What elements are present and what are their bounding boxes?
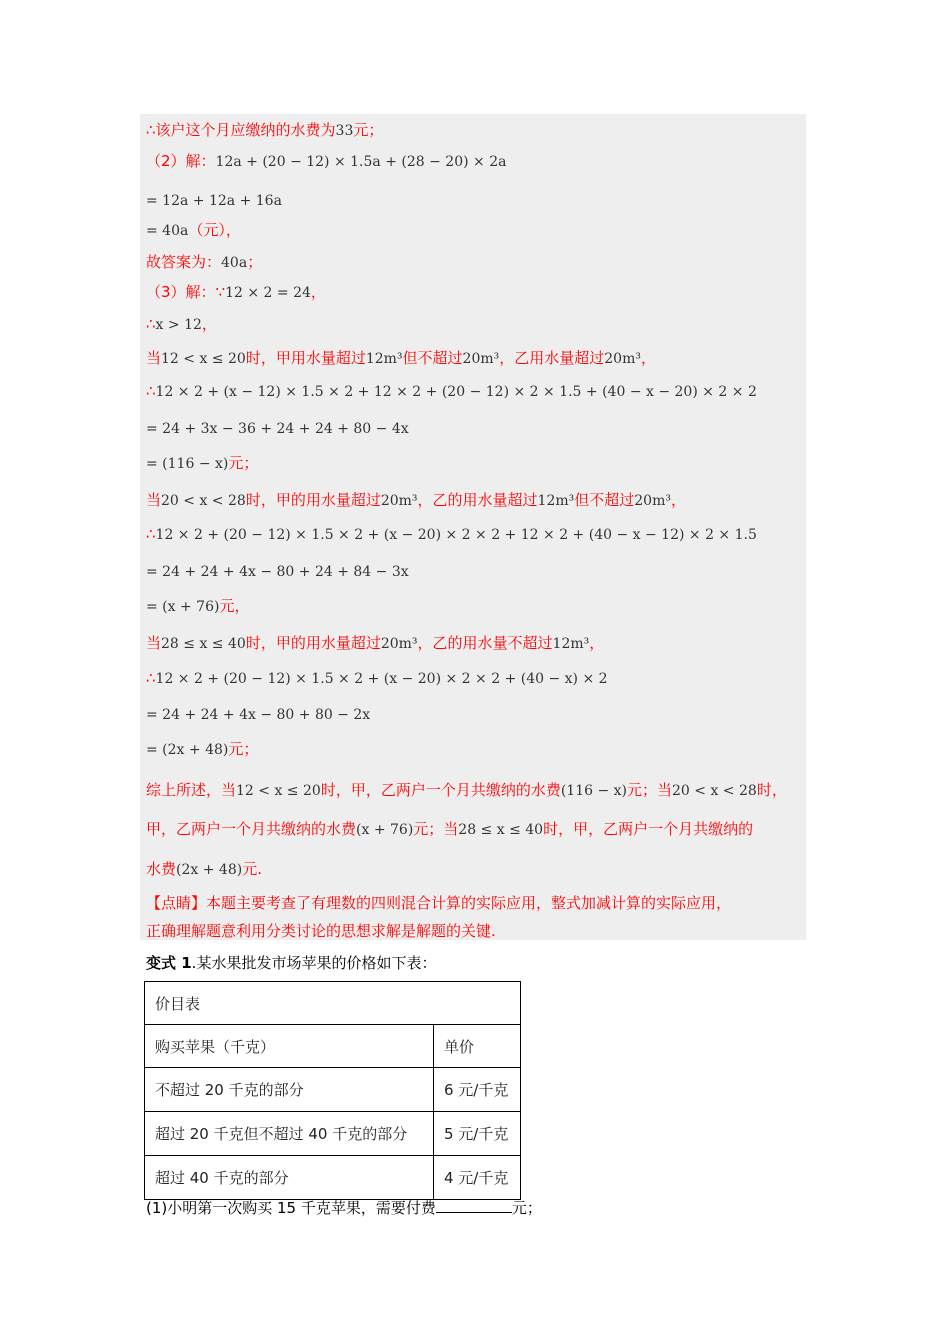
math-expression: 20m³: [604, 351, 641, 367]
solution-text: （元），: [188, 221, 241, 239]
solution-line: [146, 739, 258, 760]
solution-line: [146, 893, 731, 913]
math-expression: = (x + 76): [146, 599, 220, 615]
solution-text: ∴: [146, 525, 156, 543]
table-caption: 价目表: [145, 982, 521, 1025]
solution-line: [146, 453, 258, 474]
math-expression: 28 ≤ x ≤ 40: [161, 636, 246, 652]
math-expression: (2x + 48): [176, 862, 243, 878]
solution-text: 当: [146, 349, 162, 367]
solution-text: ，: [640, 349, 656, 367]
table-row: [145, 1112, 521, 1156]
solution-text: 【点睛】本题主要考查了有理数的四则混合计算的实际应用，整式加减计算的实际应用，: [146, 894, 732, 912]
math-expression: = 24 + 24 + 4x − 80 + 24 + 84 − 3x: [146, 564, 409, 580]
solution-text: 元；当: [413, 820, 459, 838]
math-expression: = 24 + 24 + 4x − 80 + 80 − 2x: [146, 707, 371, 723]
solution-text: ，乙的用水量超过: [417, 491, 538, 509]
math-expression: 12m³: [552, 636, 590, 652]
math-expression: 20m³: [634, 493, 671, 509]
math-expression: 20m³: [380, 636, 418, 652]
solution-line: [146, 381, 757, 402]
solution-line: [146, 120, 383, 141]
row-range: 超过 20 千克但不超过 40 千克的部分: [145, 1112, 434, 1156]
math-expression: 20m³: [380, 493, 418, 509]
solution-line: [146, 780, 787, 801]
math-expression: 20 < x < 28: [672, 783, 757, 799]
solution-text: 元，: [219, 597, 250, 615]
solution-text: ∴: [146, 382, 156, 400]
solution-text: 但不超过: [574, 491, 635, 509]
solution-text: 甲，乙两户一个月共缴纳的水费: [146, 820, 357, 838]
solution-text: ，: [201, 315, 217, 333]
solution-line: [146, 490, 686, 511]
math-expression: (116 − x): [560, 783, 627, 799]
solution-text: 时，: [756, 781, 787, 799]
solution-text: ，乙用水量超过: [499, 349, 605, 367]
math-expression: 12 × 2 + (20 − 12) × 1.5 × 2 + (x − 20) × 2 × 2 + 12 × 2 + (40 − x − 12) × 2 × 1.5: [155, 527, 757, 543]
solution-line: [146, 348, 656, 369]
solution-text: 当: [146, 491, 162, 509]
row-range: 超过 40 千克的部分: [145, 1156, 434, 1200]
math-expression: (x + 76): [356, 822, 414, 838]
math-expression: 12 × 2 + (20 − 12) × 1.5 × 2 + (x − 20) × 2 × 2 + (40 − x) × 2: [155, 671, 608, 687]
solution-text: ，乙的用水量不超过: [417, 634, 553, 652]
solution-text: 水费: [146, 860, 177, 878]
math-expression: 12 × 2 + (x − 12) × 1.5 × 2 + 12 × 2 + (20 − 12) × 2 × 1.5 + (40 − x − 20) × 2 × 2: [155, 384, 757, 400]
solution-text: 综上所述，当: [146, 781, 237, 799]
solution-text: 时，甲的用水量超过: [245, 491, 381, 509]
header-weight: 购买苹果（千克）: [145, 1025, 434, 1068]
math-expression: 12 × 2 = 24: [225, 285, 311, 301]
solution-text: ∴该户这个月应缴纳的水费为: [146, 121, 336, 139]
math-expression: x > 12: [155, 317, 202, 333]
math-expression: 20 < x < 28: [161, 493, 246, 509]
math-expression: 12m³: [365, 351, 403, 367]
math-expression: = 40a: [146, 223, 189, 239]
solution-text: ；: [247, 253, 263, 271]
solution-text: 元.: [242, 860, 262, 878]
table-header-row: [145, 1025, 521, 1068]
math-expression: 33: [335, 123, 354, 139]
solution-text: 时，甲的用水量超过: [245, 634, 381, 652]
question-1-text: (1)小明第一次购买 15 千克苹果，需要付费: [146, 1199, 436, 1217]
math-expression: 12m³: [537, 493, 575, 509]
solution-line: [146, 921, 496, 941]
solution-text: 时，甲，乙两户一个月共缴纳的: [543, 820, 754, 838]
solution-text: 时，甲用水量超过: [245, 349, 366, 367]
solution-text: 故答案为：: [146, 253, 222, 271]
math-expression: = 12a + 12a + 16a: [146, 193, 282, 209]
solution-text: （2）解：: [146, 152, 216, 170]
solution-text: ，: [310, 283, 326, 301]
variant-text: .某水果批发市场苹果的价格如下表：: [191, 954, 437, 972]
variant-label: 变式 1: [146, 954, 192, 972]
solution-line: [146, 819, 753, 840]
solution-line: [146, 596, 249, 617]
solution-line: [146, 633, 604, 654]
solution-line: [146, 524, 757, 545]
solution-line: [146, 668, 608, 689]
solution-text: 元；: [228, 740, 259, 758]
solution-line: [146, 190, 282, 211]
row-price: 6 元/千克: [434, 1068, 521, 1112]
math-expression: 12 < x ≤ 20: [236, 783, 321, 799]
header-unit-price: 单价: [434, 1025, 521, 1068]
answer-blank: [436, 1198, 512, 1213]
row-price: 4 元/千克: [434, 1156, 521, 1200]
math-expression: 12 < x ≤ 20: [161, 351, 246, 367]
solution-line: [146, 859, 262, 880]
solution-text: ，: [670, 491, 686, 509]
solution-text: 元；: [228, 454, 259, 472]
variant-title: [146, 953, 436, 973]
table-caption-row: [145, 982, 521, 1025]
row-price: 5 元/千克: [434, 1112, 521, 1156]
solution-line: [146, 314, 217, 335]
solution-line: [146, 704, 370, 725]
solution-line: [146, 282, 326, 303]
solution-text: ∴: [146, 669, 156, 687]
solution-line: [146, 418, 409, 439]
math-expression: 40a: [221, 255, 248, 271]
math-expression: 28 ≤ x ≤ 40: [458, 822, 544, 838]
math-expression: = (116 − x): [146, 456, 229, 472]
question-1-suffix: 元；: [511, 1199, 542, 1217]
solution-text: 但不超过: [402, 349, 463, 367]
table-row: [145, 1156, 521, 1200]
solution-text: 正确理解题意利用分类讨论的思想求解是解题的关键.: [146, 922, 496, 940]
solution-text: 元；当: [627, 781, 673, 799]
solution-text: ，: [589, 634, 605, 652]
solution-text: 时，甲，乙两户一个月共缴纳的水费: [320, 781, 561, 799]
solution-text: 当: [146, 634, 162, 652]
math-expression: = 24 + 3x − 36 + 24 + 24 + 80 − 4x: [146, 421, 409, 437]
math-expression: 12a + (20 − 12) × 1.5a + (28 − 20) × 2a: [215, 154, 507, 170]
solution-text: ∴: [146, 315, 156, 333]
solution-line: [146, 220, 241, 241]
table-row: [145, 1068, 521, 1112]
solution-text: 元；: [353, 121, 384, 139]
solution-line: [146, 561, 409, 582]
row-range: 不超过 20 千克的部分: [145, 1068, 434, 1112]
solution-text: （3）解：∵: [146, 283, 226, 301]
math-expression: 20m³: [462, 351, 500, 367]
math-expression: = (2x + 48): [146, 742, 229, 758]
solution-line: [146, 252, 262, 273]
question-1: [146, 1198, 542, 1218]
price-table: [144, 981, 521, 1200]
solution-line: [146, 151, 506, 172]
